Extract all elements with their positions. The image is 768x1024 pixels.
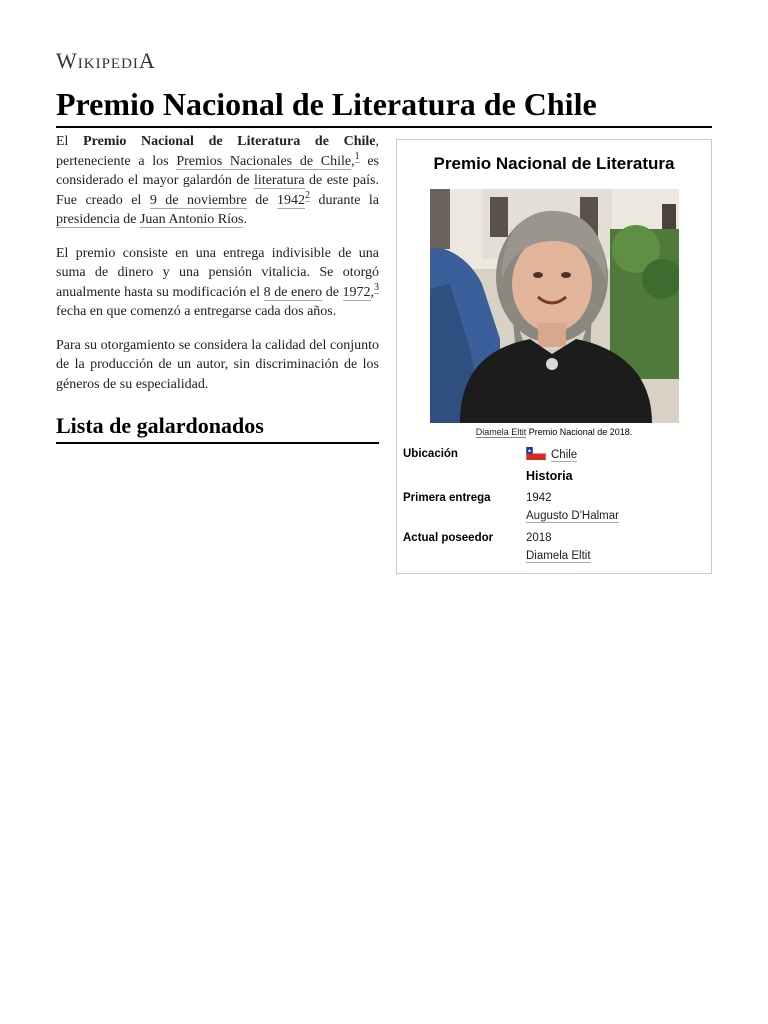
link-1942[interactable]: 1942 — [276, 192, 305, 208]
link-9-noviembre[interactable]: 9 de noviembre — [149, 192, 247, 208]
first-year: 1942 — [526, 492, 552, 504]
reference-2[interactable]: 2 — [304, 189, 310, 201]
section-heading-galardonados: Lista de galardonados — [56, 412, 379, 444]
caption-link-diamela-eltit[interactable]: Diamela Eltit — [475, 427, 527, 437]
article-body — [56, 132, 379, 444]
prize-description-paragraph: El premio consiste en una entrega indivisible de una suma de dinero y una pensión vitalicia. Se otorgó anualmente hasta su modificación el 8 de enero de 1972,$^3$ fecha en que comenzó a entregarse cada dos años. — [56, 245, 379, 319]
infobox — [396, 139, 712, 574]
row-value-ubicacion — [526, 446, 577, 464]
link-augusto-dhalmar[interactable]: Augusto D'Halmar — [526, 510, 619, 522]
infobox-caption: Diamela Eltit Premio Nacional de 2018. — [475, 427, 633, 437]
link-premios-nacionales[interactable]: Premios Nacionales de Chile — [176, 153, 352, 169]
infobox-subheader-historia: Historia — [526, 469, 573, 483]
bold-term: Premio Nacional de Literatura de Chile — [83, 134, 376, 149]
reference-1[interactable]: 1 — [354, 150, 360, 162]
infobox-title: Premio Nacional de Literatura — [433, 154, 675, 173]
link-1972[interactable]: 1972 — [342, 284, 371, 300]
row-value-actual-poseedor — [526, 529, 591, 565]
link-diamela-eltit[interactable]: Diamela Eltit — [526, 550, 591, 562]
chile-flag-icon — [526, 447, 546, 460]
link-literatura[interactable]: literatura — [254, 173, 305, 188]
infobox-photo[interactable] — [430, 189, 679, 423]
intro-paragraph: El Premio Nacional de Literatura de Chile, perteneciente a los Premios Nacionales de Chile,$^1$ es considerado el mayor galardón de literatura de este país. Fue creado el 9 de noviembre de 1942$^2$ durante la presidencia de Juan Antonio Ríos. — [56, 134, 379, 227]
link-8-enero[interactable]: 8 de enero — [263, 284, 323, 300]
current-year: 2018 — [526, 532, 552, 544]
criteria-paragraph: Para su otorgamiento se considera la calidad del conjunto de la producción de un autor, sin discriminación de los géneros de su especialidad. — [56, 337, 379, 392]
link-chile[interactable]: Chile — [551, 449, 578, 461]
row-label-actual-poseedor: Actual poseedor — [403, 532, 494, 544]
wikipedia-wordmark[interactable]: WikipediA — [56, 48, 156, 73]
row-value-primera-entrega — [526, 489, 619, 525]
row-label-primera-entrega: Primera entrega — [403, 492, 491, 504]
portrait-image — [430, 189, 679, 423]
reference-3[interactable]: 3 — [374, 281, 379, 293]
row-label-ubicacion: Ubicación — [403, 448, 458, 460]
link-presidencia[interactable]: presidencia — [56, 212, 120, 227]
page-title: Premio Nacional de Literatura de Chile — [56, 84, 712, 128]
link-juan-antonio-rios[interactable]: Juan Antonio Ríos — [139, 212, 244, 227]
